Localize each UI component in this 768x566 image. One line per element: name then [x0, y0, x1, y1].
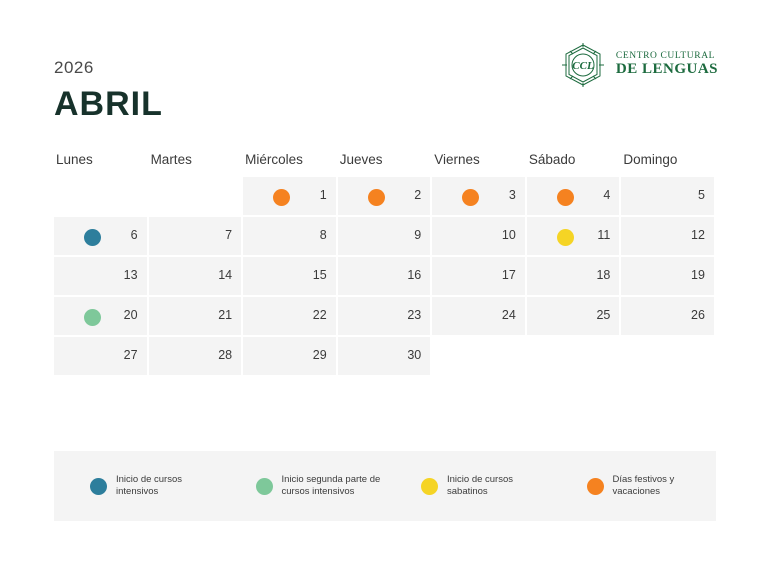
calendar-day-cell[interactable] [432, 257, 527, 297]
calendar-day-cell[interactable] [527, 257, 622, 297]
day-number: 21 [218, 308, 233, 322]
weekday-header: Martes [150, 152, 192, 167]
legend-item [551, 474, 717, 498]
calendar-day-cell[interactable] [149, 337, 244, 377]
calendar-day-cell[interactable] [621, 177, 716, 217]
calendar-day-cell[interactable] [54, 337, 149, 377]
calendar [54, 152, 716, 377]
calendar-day-cell[interactable] [243, 257, 338, 297]
logo-line-2: DE LENGUAS [615, 61, 718, 78]
day-number: 26 [691, 308, 705, 322]
logo-emblem-icon [558, 42, 608, 88]
weekday-header-row [54, 152, 716, 167]
day-number: 19 [691, 268, 705, 282]
day-number: 12 [691, 228, 705, 242]
logo-wordmark [616, 52, 718, 78]
calendar-day-cell[interactable] [54, 297, 149, 337]
event-dot-icon [557, 189, 574, 206]
calendar-day-cell[interactable] [621, 257, 716, 297]
calendar-day-cell[interactable] [527, 177, 622, 217]
calendar-day-cell[interactable] [432, 177, 527, 217]
calendar-day-cell[interactable] [149, 217, 244, 257]
day-number: 30 [407, 348, 422, 362]
day-number: 2 [414, 188, 422, 202]
calendar-day-cell[interactable] [338, 217, 433, 257]
day-number: 16 [407, 268, 422, 282]
day-number: 28 [218, 348, 233, 362]
legend-label: Días festivos y vacaciones [612, 474, 675, 497]
calendar-day-cell[interactable] [338, 297, 433, 337]
svg-text:CCL: CCL [572, 60, 594, 72]
legend-label: Inicio segunda parte de cursos intensivos [281, 474, 381, 497]
calendar-day-cell[interactable] [243, 337, 338, 377]
legend-dot-icon [587, 478, 604, 495]
weekday-header: Sábado [528, 152, 576, 167]
legend-item [220, 474, 386, 498]
event-dot-icon [84, 229, 101, 246]
calendar-cell-empty [527, 337, 622, 377]
calendar-day-cell[interactable] [338, 337, 433, 377]
calendar-day-cell[interactable] [149, 297, 244, 337]
calendar-day-cell[interactable] [338, 177, 433, 217]
day-number: 1 [319, 188, 327, 202]
calendar-day-cell[interactable] [621, 297, 716, 337]
calendar-grid [54, 177, 716, 377]
calendar-cell-empty [432, 337, 527, 377]
logo-line-1: CENTRO CULTURAL [615, 51, 716, 62]
legend [54, 451, 716, 521]
calendar-day-cell[interactable] [432, 297, 527, 337]
calendar-day-cell[interactable] [149, 257, 244, 297]
day-number: 25 [596, 308, 611, 322]
day-number: 20 [123, 308, 138, 322]
weekday-header: Lunes [56, 152, 93, 167]
calendar-day-cell[interactable] [243, 217, 338, 257]
day-number: 29 [312, 348, 327, 362]
event-dot-icon [84, 309, 101, 326]
calendar-day-cell[interactable] [527, 297, 622, 337]
day-number: 5 [697, 188, 705, 202]
year-label: 2026 [54, 58, 94, 77]
day-number: 17 [501, 268, 516, 282]
legend-label: Inicio de cursos intensivos [116, 474, 183, 497]
day-number: 27 [123, 348, 138, 362]
day-number: 10 [501, 228, 516, 242]
brand-logo [558, 42, 718, 88]
day-number: 22 [312, 308, 327, 322]
day-number: 7 [225, 228, 233, 242]
day-number: 6 [130, 228, 138, 242]
calendar-day-cell[interactable] [527, 217, 622, 257]
day-number: 14 [218, 268, 233, 282]
calendar-cell-empty [149, 177, 244, 217]
event-dot-icon [273, 189, 290, 206]
weekday-header: Miércoles [245, 152, 303, 167]
page-title: ABRIL [54, 85, 163, 123]
legend-label: Inicio de cursos sabatinos [447, 474, 514, 497]
event-dot-icon [557, 229, 574, 246]
day-number: 13 [123, 268, 138, 282]
calendar-day-cell[interactable] [621, 217, 716, 257]
calendar-day-cell[interactable] [243, 177, 338, 217]
calendar-day-cell[interactable] [338, 257, 433, 297]
legend-item [54, 474, 220, 498]
calendar-cell-empty [621, 337, 716, 377]
weekday-header: Domingo [623, 152, 678, 167]
legend-dot-icon [256, 478, 273, 495]
calendar-cell-empty [54, 177, 149, 217]
calendar-day-cell[interactable] [243, 297, 338, 337]
calendar-day-cell[interactable] [54, 217, 149, 257]
day-number: 15 [312, 268, 327, 282]
day-number: 18 [596, 268, 611, 282]
day-number: 24 [501, 308, 516, 322]
day-number: 9 [414, 228, 422, 242]
day-number: 8 [319, 228, 327, 242]
day-number: 11 [597, 228, 611, 242]
day-number: 4 [603, 188, 611, 202]
weekday-header: Viernes [434, 152, 480, 167]
day-number: 3 [508, 188, 516, 202]
legend-dot-icon [421, 478, 438, 495]
event-dot-icon [462, 189, 479, 206]
event-dot-icon [368, 189, 385, 206]
legend-dot-icon [90, 478, 107, 495]
calendar-day-cell[interactable] [54, 257, 149, 297]
weekday-header: Jueves [339, 152, 383, 167]
calendar-day-cell[interactable] [432, 217, 527, 257]
legend-item [385, 474, 551, 498]
day-number: 23 [407, 308, 422, 322]
